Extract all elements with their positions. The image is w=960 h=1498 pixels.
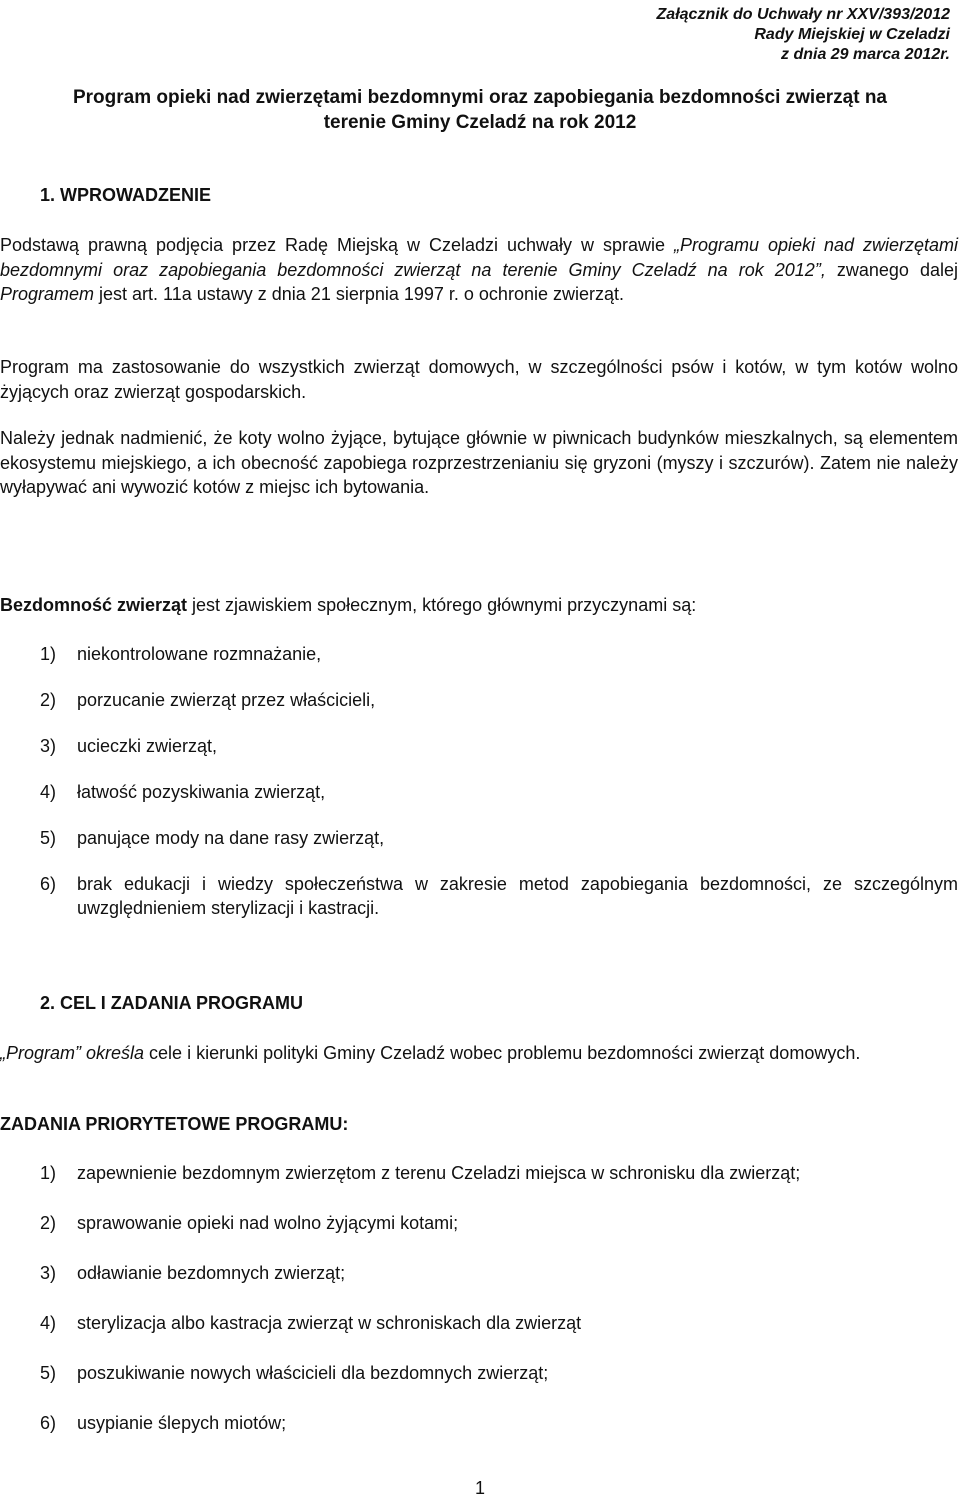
item-number: 4) (40, 782, 57, 802)
list-item (40, 1411, 958, 1435)
list-item (40, 1161, 958, 1185)
list-item (40, 688, 958, 712)
item-number: 6) (40, 1413, 57, 1433)
item-text: zapewnienie bezdomnym zwierzętom z terenu Czeladzi miejsca w schronisku dla zwierząt; (77, 1163, 801, 1183)
list-item (40, 642, 958, 666)
title-line: terenie Gminy Czeladź na rok 2012 (323, 112, 637, 133)
item-number: 5) (40, 1363, 57, 1383)
item-text: panujące mody na dane rasy zwierząt, (77, 828, 385, 848)
intro-text: Podstawą prawną podjęcia przez Radę Miejską w Czeladzi uchwały w sprawie (0, 235, 674, 255)
program-word-italic: „Program” (0, 1043, 82, 1063)
list-item (40, 1261, 958, 1285)
section-2-heading: 2. CEL I ZADANIA PROGRAMU (40, 993, 304, 1013)
document-title (0, 85, 960, 135)
item-text: sterylizacja albo kastracja zwierząt w schroniskach dla zwierząt (77, 1313, 582, 1333)
item-number: 2) (40, 690, 57, 710)
item-number: 6) (40, 874, 57, 894)
list-item (40, 1311, 958, 1335)
list-item (40, 780, 958, 804)
item-number: 1) (40, 1163, 57, 1183)
list-item (40, 1211, 958, 1235)
list-item (40, 734, 958, 758)
homelessness-paragraph (0, 593, 958, 618)
scope-paragraph: Program ma zastosowanie do wszystkich zwierząt domowych, w szczególności psów i kotów, w tym kotów wolno żyjących oraz zwierząt gospodarskich. (0, 357, 958, 402)
homelessness-text: jest zjawiskiem społecznym, którego głównymi przyczynami są: (187, 595, 697, 615)
item-text: ucieczki zwierząt, (77, 736, 218, 756)
section-1-heading: 1. WPROWADZENIE (40, 185, 212, 205)
page-number: 1 (474, 1478, 485, 1498)
attachment-header (657, 5, 950, 65)
item-text: niekontrolowane rozmnażanie, (77, 644, 322, 664)
list-item (40, 872, 958, 920)
item-text: sprawowanie opieki nad wolno żyjącymi kotami; (77, 1213, 459, 1233)
goal-text: cele i kierunki polityki Gminy Czeladź wobec problemu bezdomności zwierząt domowych. (144, 1043, 861, 1063)
priority-tasks-heading: ZADANIA PRIORYTETOWE PROGRAMU: (0, 1114, 349, 1134)
program-title-italic: „Programu opieki nad zwierzętami bezdomnymi oraz zapobiegania bezdomności zwierząt na terenie Gminy Czeladź na rok 2012”, (0, 235, 959, 280)
program-word-italic: Programem (0, 284, 95, 304)
item-number: 3) (40, 1263, 57, 1283)
intro-text: jest art. 11a ustawy z dnia 21 sierpnia 1997 r. o ochronie zwierząt. (94, 284, 624, 304)
intro-text: zwanego dalej (825, 259, 958, 280)
cats-paragraph: Należy jednak nadmienić, że koty wolno żyjące, bytujące głównie w piwnicach budynków mieszkalnych, są elementem ekosystemu miejskiego, a ich obecność zapobiega rozprzestrzenianiu się gryzoni (myszy i szczurów). Zatem nie należy wyłapywać ani wywozić kotów z miejsc ich bytowania. (0, 428, 958, 497)
tasks-list (40, 1161, 958, 1435)
header-line: z dnia 29 marca 2012r. (781, 46, 950, 63)
item-number: 3) (40, 736, 57, 756)
item-text: łatwość pozyskiwania zwierząt, (77, 782, 326, 802)
item-number: 1) (40, 644, 57, 664)
header-line: Rady Miejskiej w Czeladzi (754, 26, 950, 43)
item-number: 5) (40, 828, 57, 848)
defines-italic: określa (81, 1043, 145, 1063)
goal-paragraph (0, 1041, 958, 1066)
title-line: Program opieki nad zwierzętami bezdomnymi oraz zapobiegania bezdomności zwierząt na (72, 87, 887, 108)
item-text: porzucanie zwierząt przez właścicieli, (77, 690, 376, 710)
item-text: usypianie ślepych miotów; (77, 1413, 287, 1433)
intro-paragraph (0, 233, 958, 307)
item-text: brak edukacji i wiedzy społeczeństwa w zakresie metod zapobiegania bezdomności, ze szczególnym uwzględnieniem sterylizacji i kastracji. (77, 874, 958, 918)
item-number: 2) (40, 1213, 57, 1233)
homelessness-term: Bezdomność zwierząt (0, 595, 188, 615)
list-item (40, 1361, 958, 1385)
causes-list (40, 642, 958, 920)
item-text: poszukiwanie nowych właścicieli dla bezdomnych zwierząt; (77, 1363, 549, 1383)
item-number: 4) (40, 1313, 57, 1333)
list-item (40, 826, 958, 850)
item-text: odławianie bezdomnych zwierząt; (77, 1263, 346, 1283)
header-line: Załącznik do Uchwały nr XXV/393/2012 (656, 6, 950, 23)
